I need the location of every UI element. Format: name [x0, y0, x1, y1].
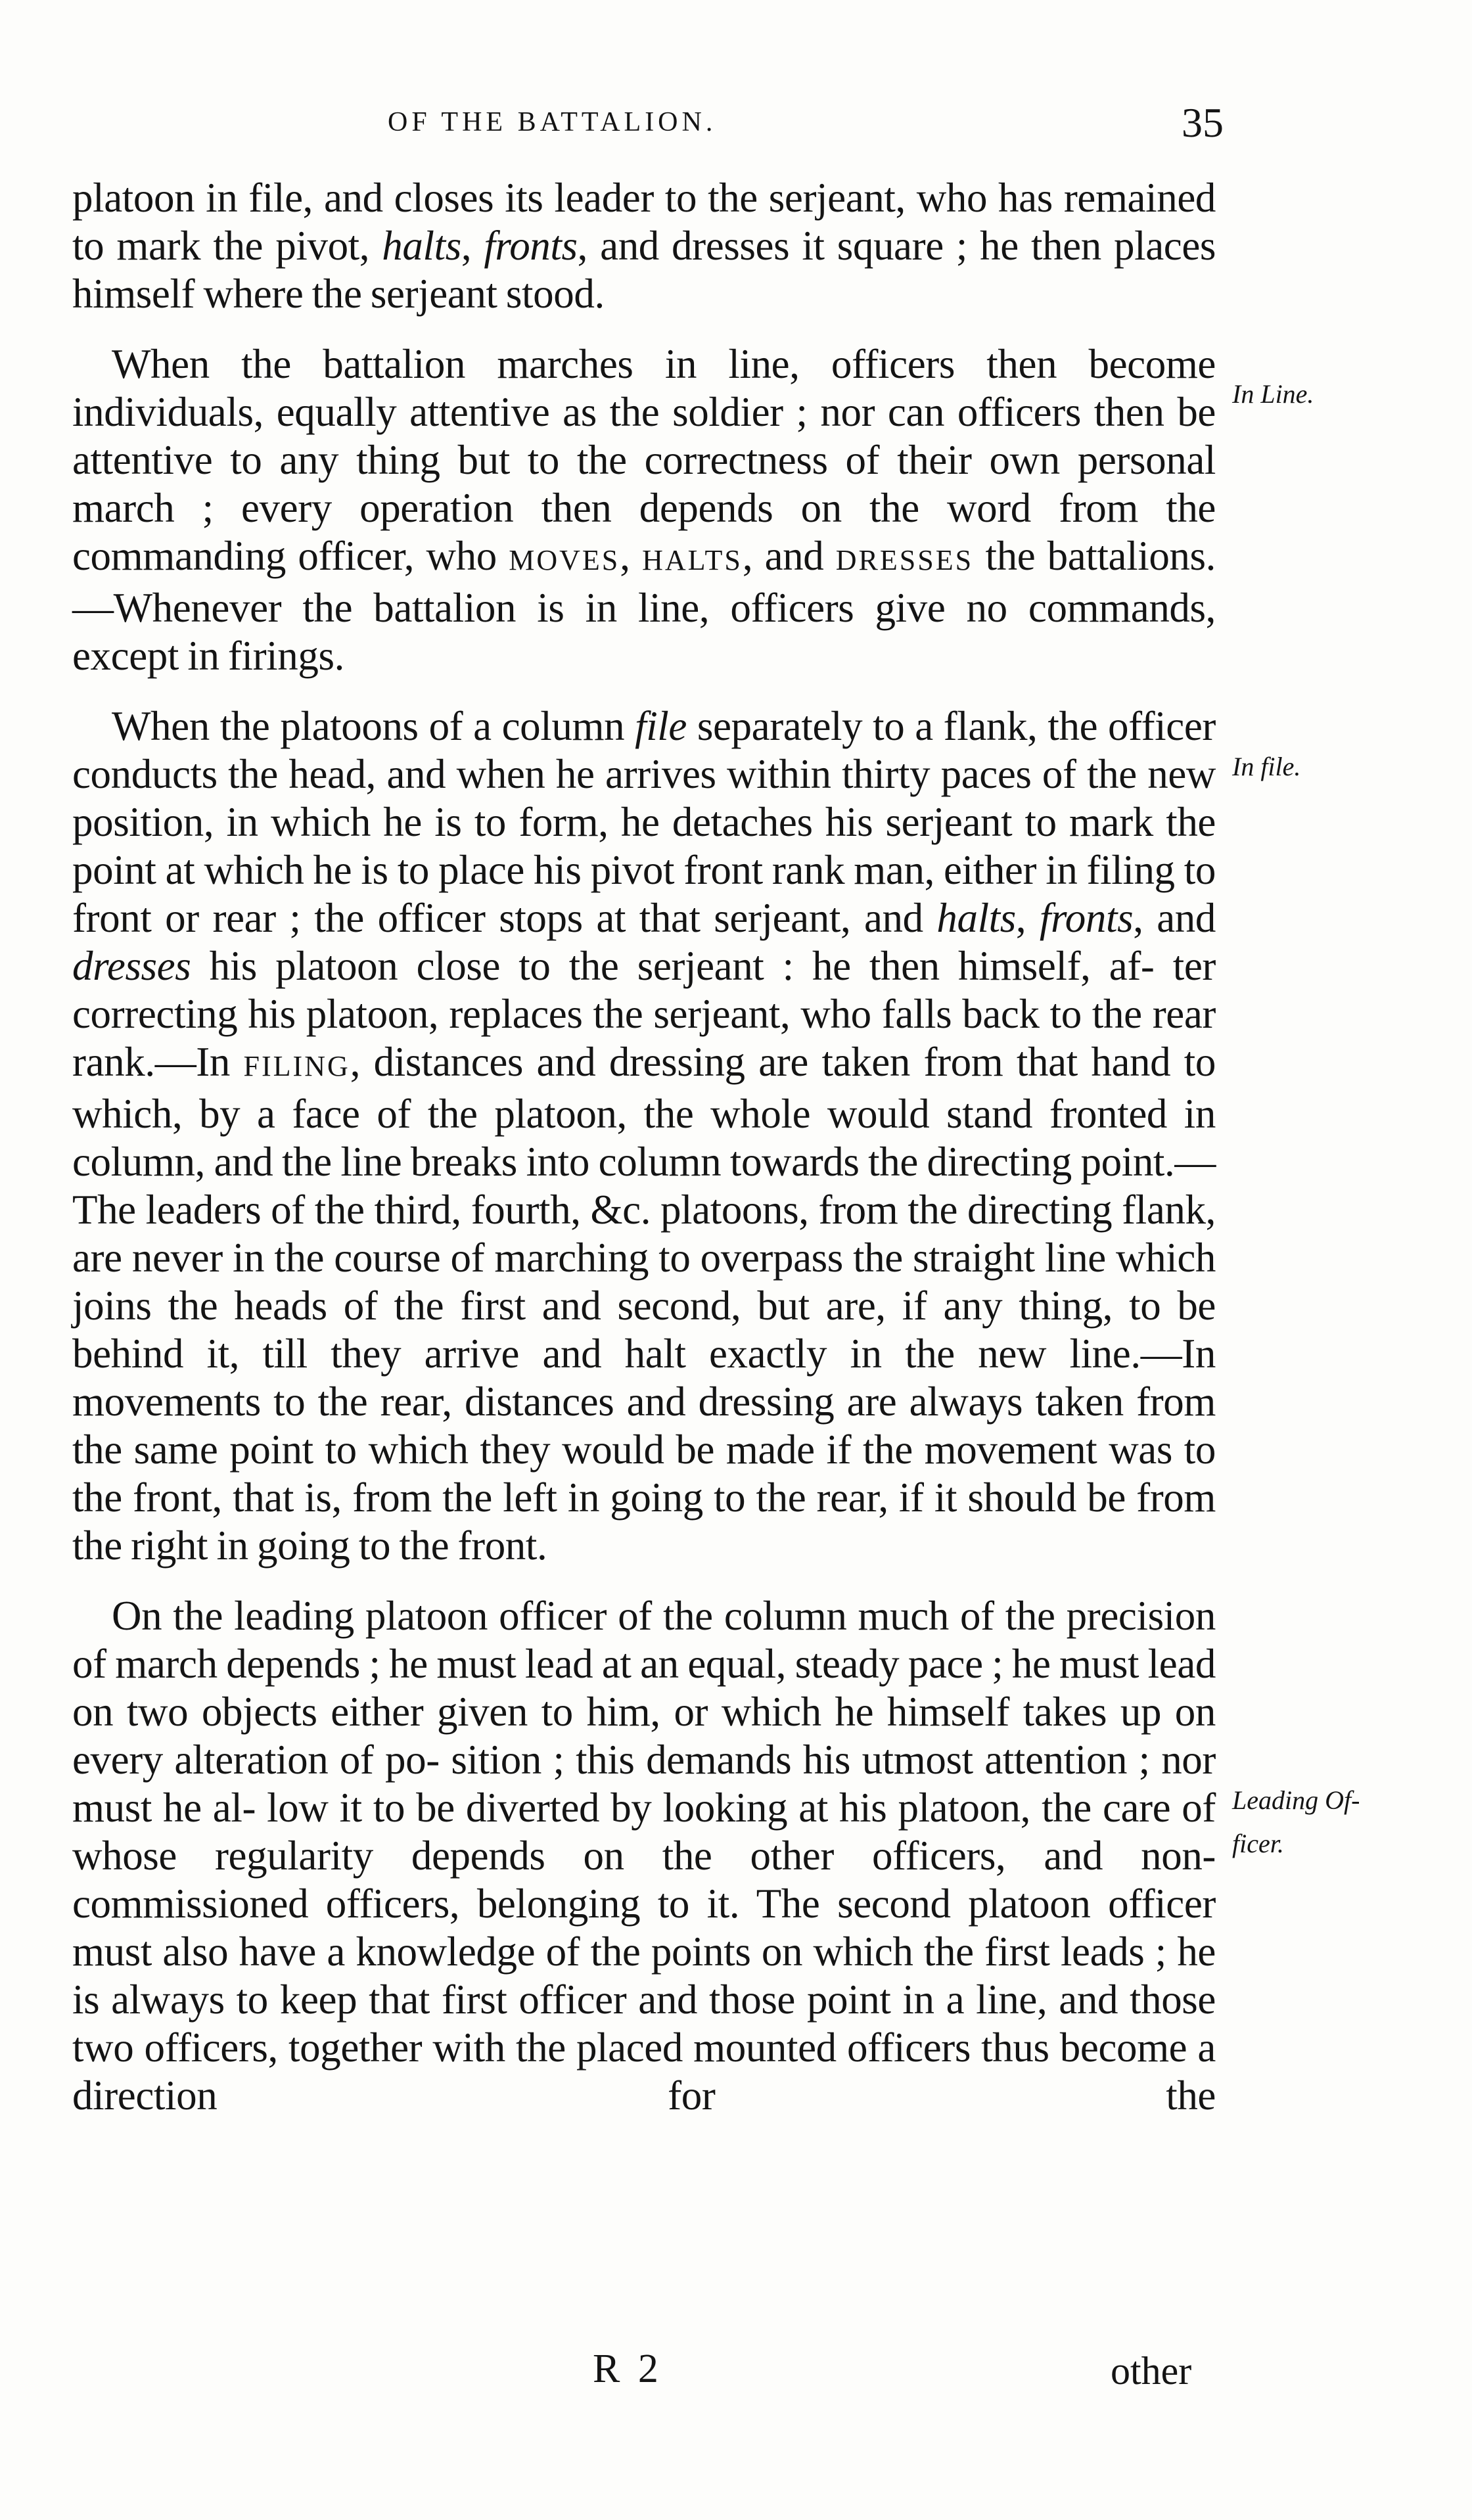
- paragraph-2: [72, 340, 1216, 680]
- text-line: dressing are always taken from the same point to which they: [72, 1379, 1216, 1473]
- text-line: low it to be diverted by looking at his platoon, the care of: [267, 1785, 1216, 1831]
- text-line: individuals, equally attentive as the soldier ; nor can officers: [72, 389, 1081, 435]
- text-fragment: , and: [1133, 895, 1216, 941]
- text-line: right in going to the front.: [131, 1523, 547, 1569]
- text-line: remained to mark the pivot,: [72, 175, 1216, 269]
- text-line: word from the commanding officer, who: [72, 485, 1216, 579]
- marginal-note-in-file: In file.: [1232, 752, 1301, 781]
- body-text: [72, 174, 1216, 2120]
- text-line: sition ; this demands his utmost attention ; nor must he al-: [72, 1737, 1216, 1831]
- signature-mark: R 2: [593, 2347, 662, 2391]
- text-line: When the battalion marches in line, officers then become: [112, 341, 1216, 387]
- text-fragment: separately to a flank,: [686, 703, 1038, 749]
- running-head: OF THE BATTALION.: [388, 107, 717, 137]
- italic-text: halts: [382, 223, 461, 269]
- paragraph-1: [72, 174, 1216, 318]
- marginal-note-leading-officer-cont: ficer.: [1232, 1829, 1284, 1858]
- italic-text: file: [635, 703, 687, 749]
- text-line: him, or which he himself takes up on every alteration of po-: [72, 1689, 1216, 1783]
- text-line: into column towards the directing point.—The leaders of: [72, 1139, 1216, 1233]
- catchword: other: [1111, 2349, 1192, 2393]
- small-caps-text: DRESSES: [835, 544, 974, 576]
- italic-text: fronts: [1039, 895, 1134, 941]
- text-line: are never in the course of marching to overpass the straight: [72, 1235, 1035, 1281]
- text-line: precision of march depends ; he must lead at an equal,: [72, 1593, 1216, 1687]
- page-footer: [0, 2346, 1472, 2398]
- small-caps-text: HALTS: [642, 544, 743, 576]
- text-line: the first leads ; he is always to keep that first officer and: [72, 1929, 1216, 2023]
- text-line: square ; he then places himself where the serjeant stood.: [72, 223, 1216, 317]
- paragraph-4: [72, 1592, 1216, 2120]
- text-line: the third, fourth, &c. platoons, from the directing flank,: [314, 1187, 1216, 1233]
- text-line: rear ; the officer stops at that serjeant, and: [212, 895, 937, 941]
- page-number: 35: [1182, 99, 1224, 146]
- text-line: line which joins the heads of the first and second, but are, if: [72, 1235, 1216, 1329]
- text-line: When the platoons of a column: [112, 703, 635, 749]
- text-line: On the leading platoon officer of the column much of the: [112, 1593, 1055, 1639]
- text-line: officer must also have a knowledge of the points on which: [72, 1881, 1216, 1975]
- page-header: [0, 99, 1472, 158]
- text-line: in the new line.—In movements to the rear, distances and: [72, 1331, 1216, 1425]
- text-fragment: , distances and dressing are: [350, 1039, 808, 1085]
- small-caps-text: FILING: [243, 1050, 350, 1082]
- text-line: steady pace ; he must lead on two objects either given to: [72, 1641, 1216, 1735]
- text-line: own personal march ; every operation then depends on the: [72, 437, 1216, 531]
- marginal-note-in-line: In Line.: [1232, 379, 1314, 409]
- text-fragment: , and: [742, 533, 824, 579]
- text-line: the officer conducts the head, and when he arrives within: [72, 703, 1216, 797]
- text-fragment: his platoon close to the serjeant : he then himself, af-: [191, 943, 1155, 989]
- italic-text: dresses: [72, 943, 191, 989]
- text-line: place his pivot front rank man, either in filing to front or: [72, 847, 1216, 941]
- text-line: the placed mounted officers thus become a direction for the: [72, 2025, 1216, 2119]
- small-caps-text: MOVES: [509, 544, 620, 576]
- text-line: ter correcting his platoon, replaces the serjeant, who falls: [72, 943, 1216, 1037]
- text-fragment: ,: [461, 223, 484, 269]
- text-fragment: , and dresses it: [577, 223, 825, 269]
- text-line: then be attentive to any thing but to the correctness of their: [72, 389, 1216, 483]
- paragraph-3: [72, 702, 1216, 1570]
- italic-text: fronts: [484, 223, 578, 269]
- italic-text: halts: [936, 895, 1016, 941]
- text-fragment: ,: [1015, 895, 1040, 941]
- text-line: detaches his serjeant to mark the point at which he is to: [72, 799, 1216, 893]
- text-fragment: ,: [620, 533, 643, 579]
- text-line: thirty paces of the new position, in which he is to form, he: [72, 751, 1216, 845]
- text-line: any thing, to be behind it, till they arrive and halt exactly: [72, 1283, 1216, 1377]
- text-line: whole would stand fronted in column, and the line breaks: [72, 1091, 1216, 1185]
- text-line: whose regularity depends on the other officers, and non-: [72, 1833, 1216, 1879]
- text-fragment: the battalions.—Whenever the battalion is in line,: [72, 533, 1216, 631]
- marginal-note-leading-officer: Leading Of-: [1232, 1785, 1360, 1815]
- text-line: taken from that hand to which, by a face of the platoon, the: [72, 1039, 1216, 1137]
- text-line: back to the rear rank.—In: [72, 991, 1216, 1085]
- text-line: would be made if the movement was to the front, that is,: [72, 1427, 1216, 1521]
- text-line: commissioned officers, belonging to it. The second platoon: [72, 1881, 1091, 1927]
- text-line: those point in a line, and those two officers, together with: [72, 1977, 1216, 2071]
- text-line: platoon in file, and closes its leader to the serjeant, who has: [72, 175, 1053, 221]
- text-line: officers give no commands, except in firings.: [72, 585, 1216, 679]
- text-line: from the left in going to the rear, if it should be from the: [72, 1475, 1216, 1569]
